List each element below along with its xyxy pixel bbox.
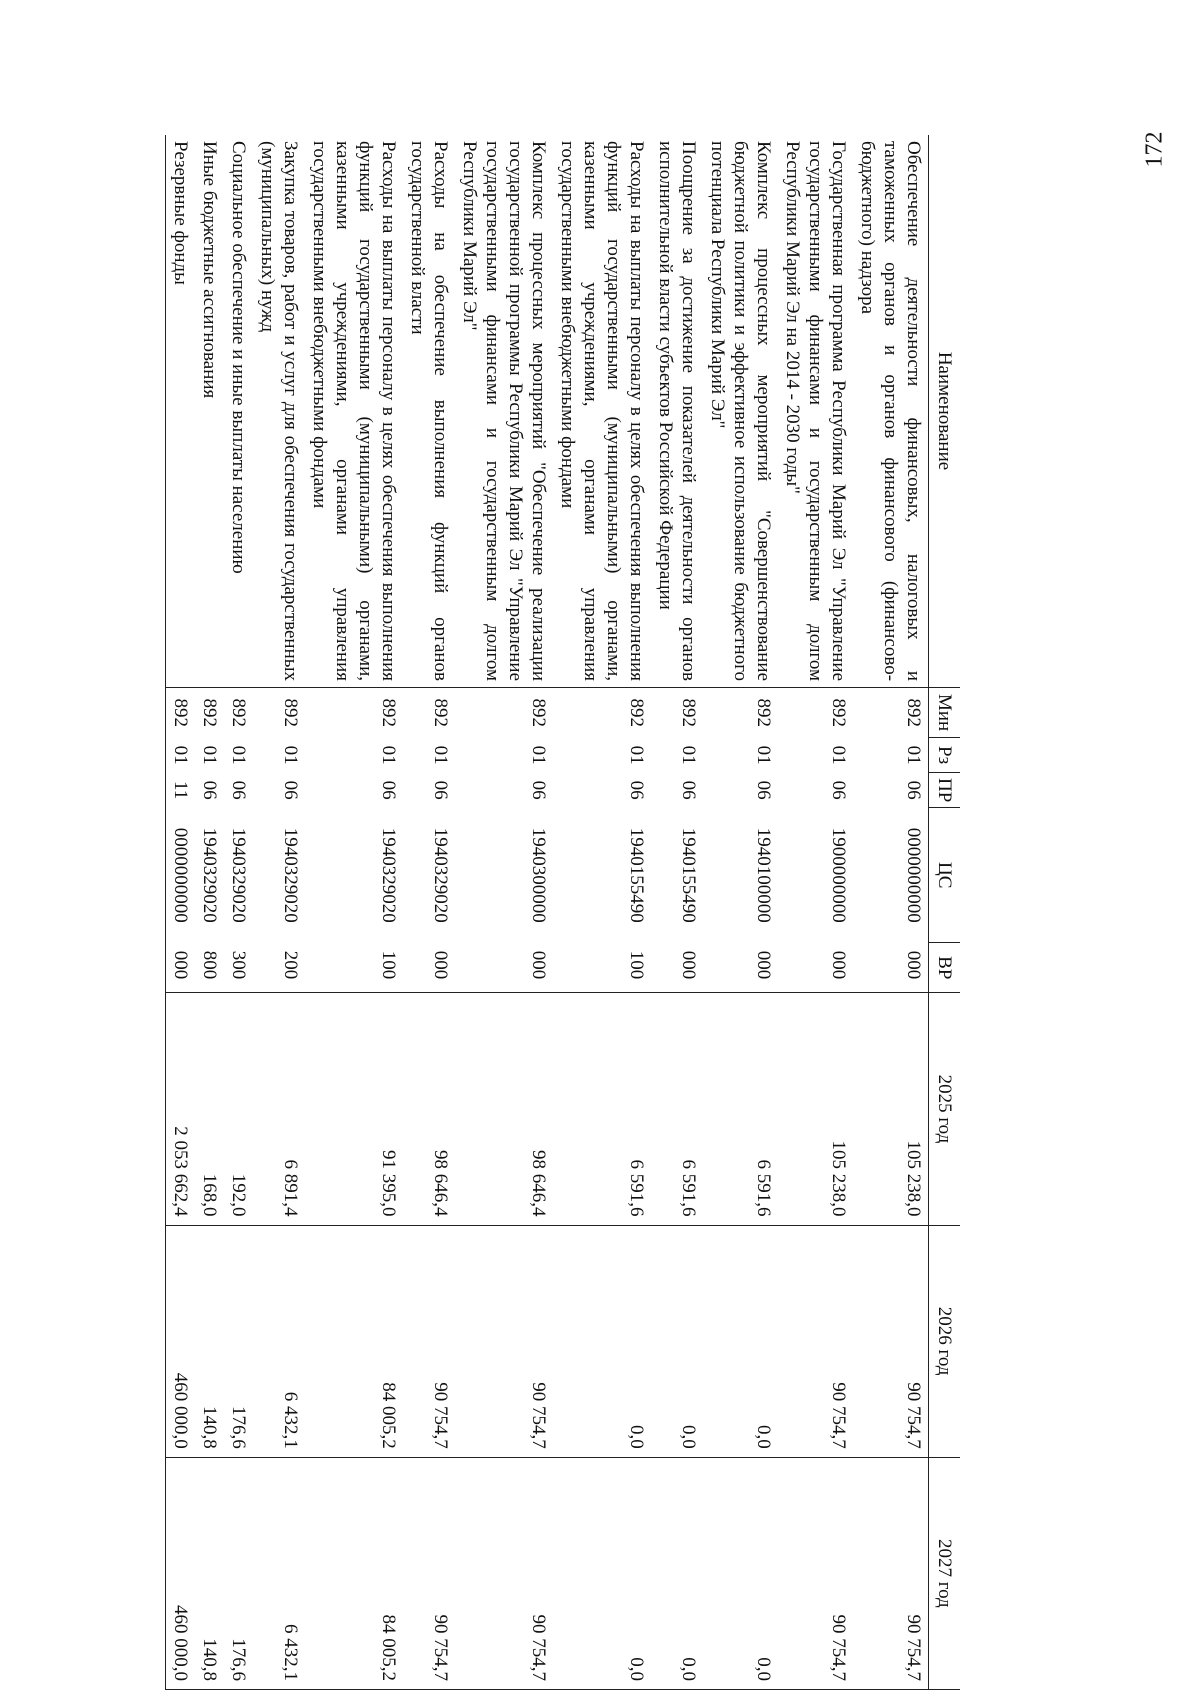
row-2025: 6 591,6 [553,993,651,1225]
row-vr: 000 [778,943,853,993]
row-min: 892 [378,698,399,728]
row-2025: 2 053 662,4 [166,993,196,1225]
row-rz: 01 [199,745,220,765]
row-pr: 06 [903,780,924,800]
table-row [553,135,651,1690]
row-2027: 90 754,7 [853,1457,929,1689]
row-vr: 200 [253,943,305,993]
row-2026: 140,8 [195,1225,224,1457]
row-cs: 1940300000 [528,827,549,923]
row-min: 892 [228,698,249,728]
header-vr: ВР [929,943,961,993]
table-row [253,135,305,1690]
row-name: Государственная программа Республики Марий Эл "Управление государственными финансами и государственным долгом Республики Марий Эл на 2014 - 2030 годы" [778,135,853,688]
row-2026: 0,0 [651,1225,703,1457]
row-2026: 460 000,0 [166,1225,196,1457]
row-2026: 0,0 [703,1225,778,1457]
row-vr: 000 [455,943,553,993]
row-min: 892 [280,698,301,728]
row-name: Комплекс процессных мероприятий "Совершенствование бюджетной политики и эффективное использование бюджетного потенциала Республики Марий Эл" [703,135,778,688]
row-pr: 06 [430,780,451,800]
row-name: Поощрение за достижение показателей деятельности органов исполнительной власти субъектов Российской Федерации [651,135,703,688]
row-cs: 0000000000 [166,808,196,943]
row-cs: 1940329020 [280,827,301,923]
row-rz: 01 [166,738,196,773]
row-name: Иные бюджетные ассигнования [195,135,224,688]
row-pr: 06 [199,780,220,800]
row-rz: 01 [228,745,249,765]
row-min: 892 [753,698,774,728]
row-name: Расходы на выплаты персоналу в целях обеспечения выполнения функций государственными (муниципальными) органами, казенными учреждениями, органами управления государственными внебюджетными фондами [305,135,403,688]
table-row [778,135,853,1690]
row-vr: 000 [853,943,929,993]
budget-table [165,135,960,1690]
table-row [853,135,929,1690]
row-pr: 06 [528,780,549,800]
table-row [166,135,196,1690]
header-min: Мин [929,688,961,738]
table-row [651,135,703,1690]
row-2027: 0,0 [703,1457,778,1689]
row-rz: 01 [280,745,301,765]
row-vr: 300 [224,943,253,993]
row-2025: 6 591,6 [651,993,703,1225]
row-name: Социальное обеспечение и иные выплаты населению [224,135,253,688]
row-cs: 1940155490 [678,827,699,923]
row-min: 892 [166,688,196,738]
header-2026: 2026 год [929,1225,961,1457]
page-number: 172 [1141,131,1168,168]
table-row [195,135,224,1690]
row-2027: 90 754,7 [403,1457,455,1689]
row-rz: 01 [378,745,399,765]
row-min: 892 [678,698,699,728]
row-2026: 6 432,1 [253,1225,305,1457]
row-min: 892 [626,698,647,728]
row-2027: 460 000,0 [166,1457,196,1689]
row-cs: 1940329020 [378,827,399,923]
row-rz: 01 [903,745,924,765]
row-vr: 000 [651,943,703,993]
row-pr: 06 [828,780,849,800]
row-vr: 000 [166,943,196,993]
row-2027: 90 754,7 [455,1457,553,1689]
row-pr: 06 [378,780,399,800]
row-name: Расходы на обеспечение выполнения функций органов государственной власти [403,135,455,688]
header-2027: 2027 год [929,1457,961,1689]
row-rz: 01 [828,745,849,765]
row-2027: 176,6 [224,1457,253,1689]
row-vr: 000 [703,943,778,993]
header-cs: ЦС [929,808,961,943]
row-2025: 6 891,4 [253,993,305,1225]
row-pr: 11 [166,773,196,808]
row-2025: 192,0 [224,993,253,1225]
row-name: Резервные фонды [166,135,196,688]
table-row [455,135,553,1690]
row-cs: 1900000000 [828,827,849,923]
row-cs: 1940100000 [753,827,774,923]
row-2027: 0,0 [553,1457,651,1689]
row-2025: 168,0 [195,993,224,1225]
row-2026: 90 754,7 [455,1225,553,1457]
row-cs: 1940329020 [199,827,220,923]
row-name: Комплекс процессных мероприятий "Обеспечение реализации государственной программы Республики Марий Эл "Управление государственными финансами и государственным долгом Республики Марий Эл" [455,135,553,688]
row-2027: 84 005,2 [305,1457,403,1689]
row-2026: 176,6 [224,1225,253,1457]
row-2025: 98 646,4 [455,993,553,1225]
row-min: 892 [828,698,849,728]
table-body [166,135,929,1690]
header-pr: ПР [929,773,961,808]
row-2026: 90 754,7 [403,1225,455,1457]
row-min: 892 [528,698,549,728]
row-2025: 105 238,0 [853,993,929,1225]
row-2025: 6 591,6 [703,993,778,1225]
row-vr: 100 [305,943,403,993]
row-cs: 0000000000 [903,827,924,923]
row-pr: 06 [678,780,699,800]
row-cs: 1940155490 [626,827,647,923]
row-vr: 000 [403,943,455,993]
row-vr: 100 [553,943,651,993]
table-header [929,135,961,1690]
row-2026: 0,0 [553,1225,651,1457]
table-row [703,135,778,1690]
row-name: Закупка товаров, работ и услуг для обеспечения государственных (муниципальных) нужд [253,135,305,688]
row-2026: 90 754,7 [853,1225,929,1457]
row-rz: 01 [678,745,699,765]
row-rz: 01 [753,745,774,765]
row-2027: 6 432,1 [253,1457,305,1689]
row-name: Расходы на выплаты персоналу в целях обеспечения выполнения функций государственными (муниципальными) органами, казенными учреждениями, органами управления государственными внебюджетными фондами [553,135,651,688]
row-2025: 91 395,0 [305,993,403,1225]
row-rz: 01 [430,745,451,765]
row-pr: 06 [753,780,774,800]
row-2025: 98 646,4 [403,993,455,1225]
row-name: Обеспечение деятельности финансовых, налоговых и таможенных органов и органов финансового (финансово-бюджетного) надзора [853,135,929,688]
row-cs: 1940329020 [228,827,249,923]
row-rz: 01 [626,745,647,765]
budget-table-rotated [170,135,960,1690]
row-pr: 06 [228,780,249,800]
row-2027: 0,0 [651,1457,703,1689]
header-name: Наименование [929,135,961,688]
row-min: 892 [903,698,924,728]
row-pr: 06 [280,780,301,800]
row-2027: 140,8 [195,1457,224,1689]
header-2025: 2025 год [929,993,961,1225]
row-min: 892 [199,698,220,728]
row-vr: 800 [195,943,224,993]
row-2026: 84 005,2 [305,1225,403,1457]
header-rz: Рз [929,738,961,773]
table-row [403,135,455,1690]
row-2025: 105 238,0 [778,993,853,1225]
table-row [305,135,403,1690]
row-2027: 90 754,7 [778,1457,853,1689]
row-cs: 1940329020 [430,827,451,923]
table-row [224,135,253,1690]
row-rz: 01 [528,745,549,765]
row-pr: 06 [626,780,647,800]
row-min: 892 [430,698,451,728]
row-2026: 90 754,7 [778,1225,853,1457]
